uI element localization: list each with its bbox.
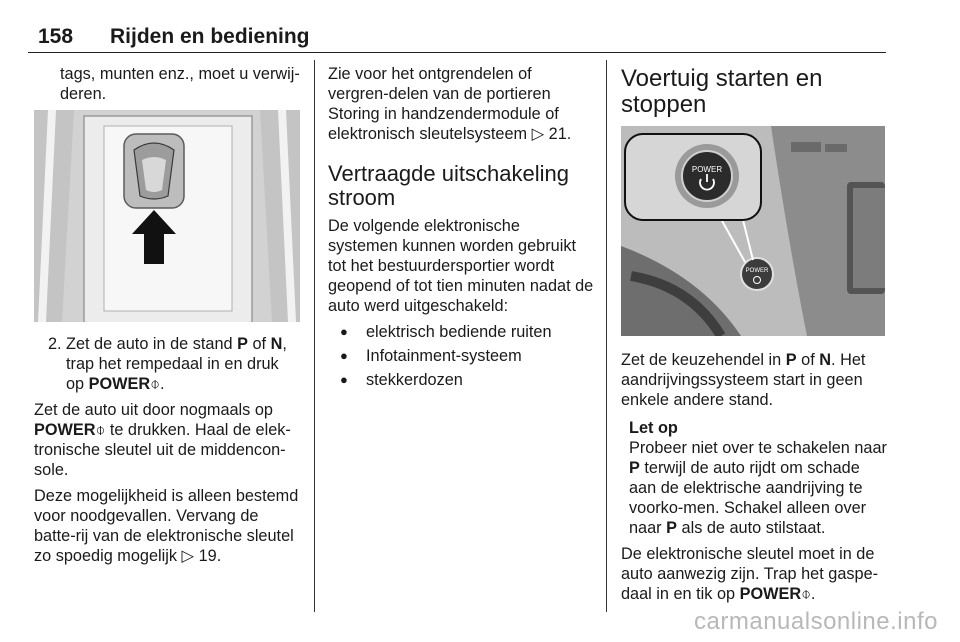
big-power-label: POWER: [691, 165, 723, 174]
c3p1-text-3: . Het aandrijvingssysteem start in geen enkele andere stand.: [621, 351, 866, 409]
paragraph-turn-off: [34, 400, 300, 480]
caution-note: [621, 418, 889, 538]
paragraph-emergency: [34, 486, 300, 566]
step-2-text-1: Zet de auto in de stand: [66, 335, 238, 353]
column-divider-1: [314, 60, 315, 612]
page-title: Rijden en bediening: [110, 25, 310, 48]
step-2-key-p: P: [237, 335, 248, 353]
note-key-p-2: P: [666, 519, 677, 537]
note-text-1: Probeer niet over te schakelen naar: [629, 439, 887, 457]
column-1: [34, 64, 300, 572]
column-divider-2: [606, 60, 607, 612]
note-text: [629, 438, 889, 538]
step-2-number: 2.: [48, 335, 62, 353]
bullet-list: [328, 322, 594, 390]
power-button-figure: [621, 126, 885, 336]
column-2: [328, 64, 594, 394]
page-number: 158: [38, 25, 74, 48]
list-item: ● stekkerdozen: [328, 370, 594, 390]
note-title: Let op: [629, 419, 678, 437]
step-2-key-power: POWER: [88, 375, 151, 393]
note-text-3: als de auto stilstaat.: [677, 519, 826, 537]
page-header: [28, 22, 886, 53]
p1-text-1: Zet de auto uit door nogmaals op: [34, 401, 273, 419]
note-text-2: terwijl de auto rijdt om schade aan de elektrische aandrijving te voorko-men. Schakel alleen over naar: [629, 459, 867, 537]
continuation-line-2: deren.: [60, 85, 107, 103]
console-key-figure: [34, 110, 300, 322]
step-2-text-3: , trap het rempedaal in en druk op: [66, 335, 287, 393]
c3p2-text-1: De elektronische sleutel moet in de auto aanwezig zijn. Trap het gaspe-daal in en tik op: [621, 545, 879, 603]
paragraph-gear: [621, 350, 889, 410]
c2p1-text-2: 21.: [544, 125, 572, 143]
c3p1-text-2: of: [796, 351, 820, 369]
column-3: [621, 64, 889, 610]
list-item: ● Infotainment-systeem: [328, 346, 594, 366]
watermark: carmanualsonline.info: [694, 608, 938, 635]
section-heading-delayed-power: Vertraagde uitschakeling stroom: [328, 161, 569, 210]
power-symbol-icon: ⌽: [95, 421, 106, 439]
step-2-text-2: of: [247, 335, 271, 353]
step-2-text-4: .: [159, 375, 165, 393]
p1-text-2: te drukken. Haal de elek-tronische sleutel uit de middencon-sole.: [34, 421, 291, 479]
paragraph-unlock: [328, 64, 594, 144]
continuation-text: [34, 64, 300, 104]
c2p1-text-1: Zie voor het ontgrendelen of vergren-delen van de portieren Storing in handzendermodule of elektronisch sleutelsysteem: [328, 65, 559, 143]
paragraph-start: [621, 544, 889, 604]
small-power-label: POWER: [745, 268, 769, 274]
p2-text-1: Deze mogelijkheid is alleen bestemd voor noodgevallen. Vervang de batte-rij van de elektronische sleutel zo spoedig mogelijk: [34, 487, 299, 565]
power-symbol-icon: ⌽: [801, 585, 811, 603]
section-heading-start-stop: Voertuig starten en stoppen: [621, 65, 823, 118]
p2-text-2: 19.: [194, 547, 222, 565]
c3p2-text-2: .: [810, 585, 816, 603]
c3p2-key-power: POWER: [739, 585, 802, 603]
page-reference-icon: ▷: [531, 125, 545, 143]
continuation-line-1: tags, munten enz., moet u verwij-: [60, 65, 300, 83]
c3p1-key-n: N: [819, 351, 832, 369]
page-reference-icon: ▷: [181, 547, 195, 565]
note-key-p-1: P: [629, 459, 640, 477]
step-2-key-n: N: [270, 335, 283, 353]
p1-key-power: POWER: [34, 421, 96, 439]
step-2: [34, 334, 300, 394]
c3p1-key-p: P: [785, 351, 797, 369]
power-symbol-icon: ⌽: [150, 375, 160, 393]
list-item: ● elektrisch bediende ruiten: [328, 322, 594, 342]
c3p1-text-1: Zet de keuzehendel in: [621, 351, 786, 369]
paragraph-systems: De volgende elektronische systemen kunnen worden gebruikt tot het bestuurdersportier wordt geopend of tot tien minuten nadat de auto werd uitgeschakeld:: [328, 217, 594, 315]
